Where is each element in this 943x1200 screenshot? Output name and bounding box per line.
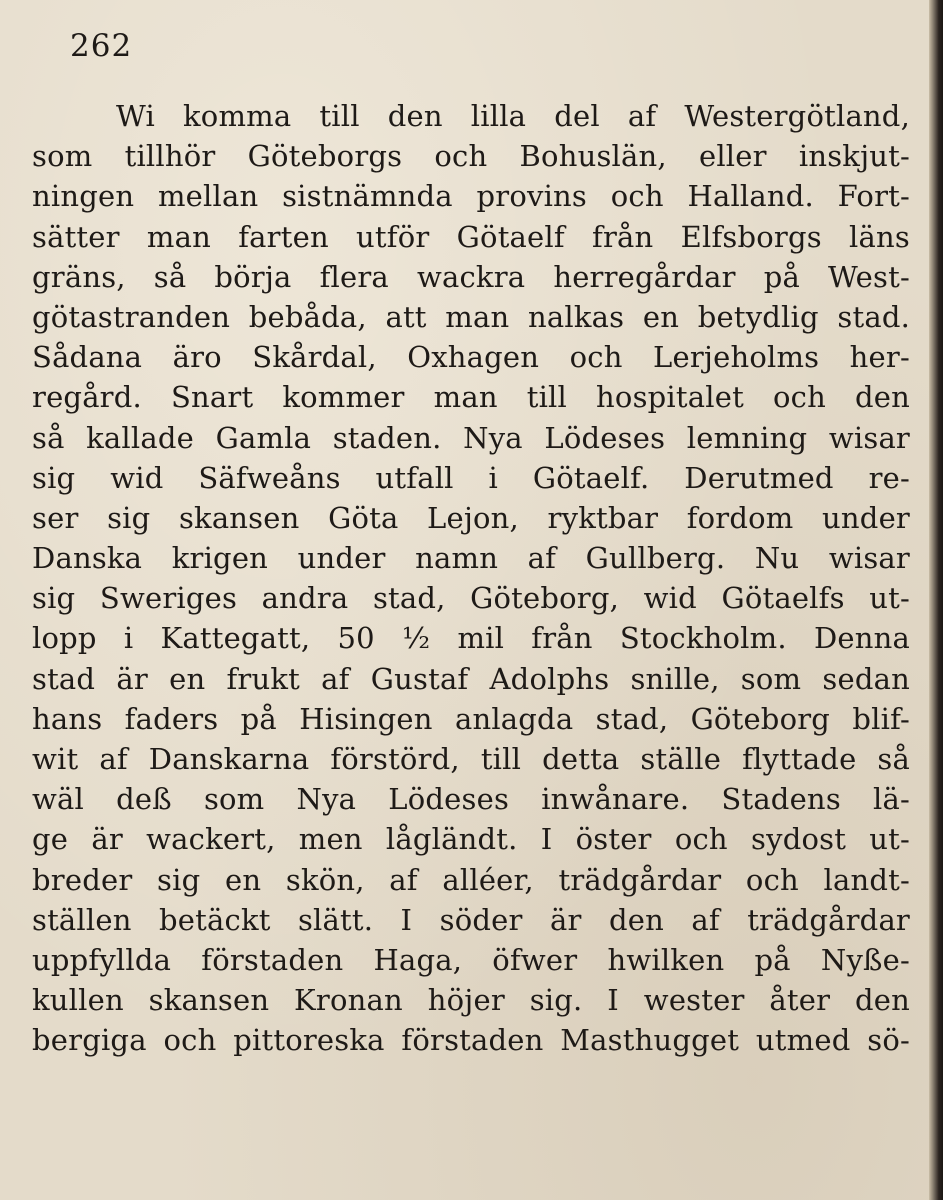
text-line: wit af Danskarna förstörd, till detta ställe flyttade så <box>32 742 910 776</box>
text-line: Wi komma till den lilla del af Westergötland, <box>116 99 910 133</box>
text-line: sig Sweriges andra stad, Göteborg, wid Götaelfs ut- <box>32 581 910 616</box>
text-line: wäl deß som Nya Lödeses inwånare. Stadens lä- <box>32 782 910 817</box>
text-line: regård. Snart kommer man till hospitalet och den <box>32 380 910 415</box>
text-line: götastranden bebåda, att man nalkas en betydlig stad. <box>32 299 910 334</box>
body-text <box>32 96 910 1061</box>
text-line: som tillhör Göteborgs och Bohuslän, eller inskjut- <box>32 139 910 174</box>
text-line: sätter man farten utför Götaelf från Elfsborgs läns <box>32 219 910 254</box>
text-line: breder sig en skön, af alléer, trädgårdar och landt- <box>32 862 910 897</box>
text-line: hans faders på Hisingen anlagda stad, Göteborg blif- <box>32 701 910 736</box>
text-line: ge är wackert, men lågländt. I öster och sydost ut- <box>32 822 910 857</box>
page-number: 262 <box>70 28 133 64</box>
text-line: Sådana äro Skårdal, Oxhagen och Lerjeholms her- <box>32 340 910 375</box>
text-line: uppfyllda förstaden Haga, öfwer hwilken på Nyße- <box>32 942 910 977</box>
text-line: stad är en frukt af Gustaf Adolphs snille, som sedan <box>32 661 910 696</box>
text-line: Danska krigen under namn af Gullberg. Nu wisar <box>32 541 910 576</box>
text-line: ningen mellan sistnämnda provins och Halland. Fort- <box>32 179 910 214</box>
text-line: så kallade Gamla staden. Nya Lödeses lemning wisar <box>32 420 910 455</box>
text-line: ser sig skansen Göta Lejon, ryktbar fordom under <box>32 500 910 535</box>
text-line: sig wid Säfweåns utfall i Götaelf. Derutmed re- <box>32 460 910 495</box>
text-line: gräns, så börja flera wackra herregårdar på West- <box>32 259 910 294</box>
text-line: bergiga och pittoreska förstaden Masthugget utmed sö- <box>32 1023 910 1058</box>
text-line: kullen skansen Kronan höjer sig. I wester åter den <box>32 983 910 1018</box>
text-line: lopp i Kattegatt, 50 ½ mil från Stockholm. Denna <box>32 621 910 656</box>
text-line: ställen betäckt slätt. I söder är den af trädgårdar <box>32 902 910 937</box>
page-gutter <box>929 0 943 1200</box>
